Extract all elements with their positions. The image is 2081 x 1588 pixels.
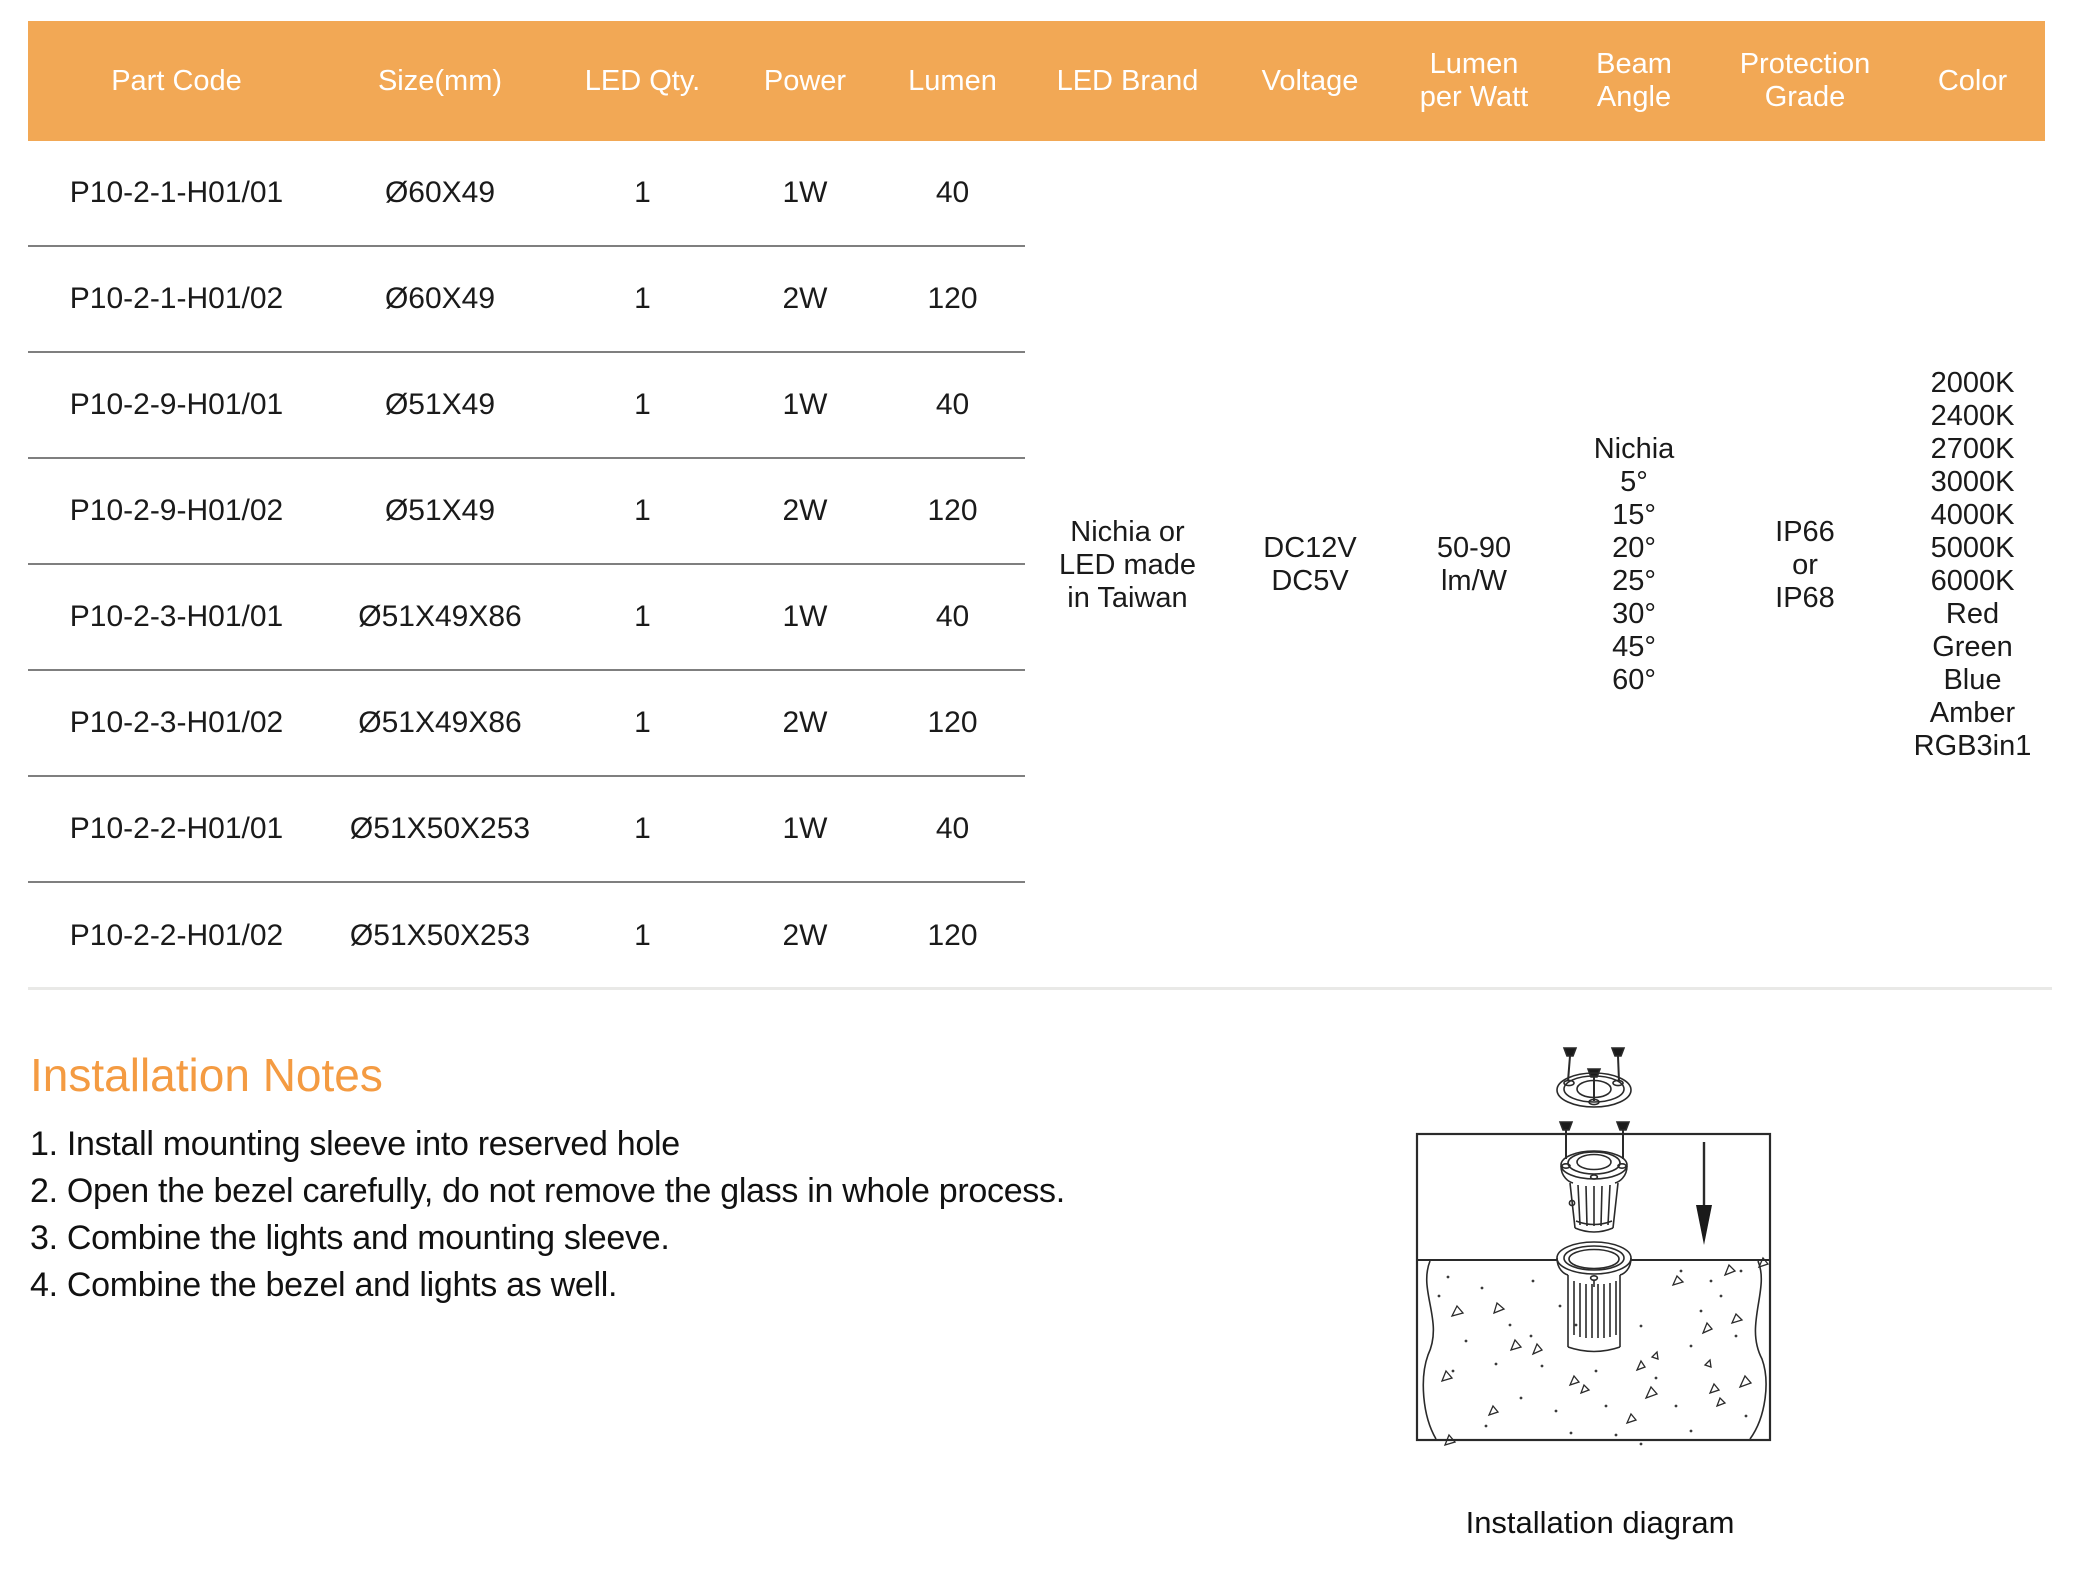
table-row [28, 565, 1025, 671]
table-row [28, 141, 1025, 247]
header-line: LED Brand [1056, 64, 1199, 97]
beam-angle-option: 60° [1612, 664, 1656, 696]
cell-lumen: 40 [935, 388, 970, 421]
cell-led-qty: 1 [634, 282, 651, 315]
table-row [28, 353, 1025, 459]
beam-angle-option: Nichia [1593, 433, 1675, 465]
cell-part-code: P10-2-3-H01/02 [69, 706, 284, 739]
cell-led-qty: 1 [634, 812, 651, 845]
table-header-row [28, 21, 2045, 141]
color-option: Red [1945, 598, 2000, 630]
cell-lumen: 120 [927, 706, 978, 739]
cell-part-code: P10-2-2-H01/01 [69, 812, 284, 845]
cell-size: Ø60X49 [384, 282, 496, 315]
cell-lumen: 120 [927, 282, 978, 315]
cell-size: Ø51X49 [384, 494, 496, 527]
screw-icon [1560, 1122, 1629, 1159]
cell-power: 1W [782, 388, 828, 421]
merged-cell-voltage [1230, 141, 1390, 989]
header-line: Power [763, 64, 847, 97]
header-line: Color [1937, 64, 2008, 97]
col-header-led-qty [555, 65, 730, 98]
col-header-protection-grade [1710, 48, 1900, 114]
beam-angle-option: 45° [1612, 631, 1656, 663]
col-header-led-brand [1025, 65, 1230, 98]
cell-power: 1W [782, 176, 828, 209]
cell-led-qty: 1 [634, 388, 651, 421]
installation-notes-list [30, 1121, 1065, 1309]
merged-cell-beam-angle [1558, 141, 1710, 989]
cell-lumen: 120 [927, 494, 978, 527]
beam-angle-option: 15° [1612, 499, 1656, 531]
section-divider [28, 987, 2052, 990]
note-item: 2. Open the bezel carefully, do not remove the glass in whole process. [30, 1172, 1065, 1210]
color-option: 4000K [1930, 499, 2015, 531]
header-line: LED Qty. [584, 64, 701, 97]
color-option: 2000K [1930, 367, 2015, 399]
cell-size: Ø51X49X86 [358, 600, 522, 633]
led-brand-line: in Taiwan [1067, 581, 1188, 614]
lumen-per-watt-line: lm/W [1440, 565, 1508, 597]
protection-grade-line: IP66 [1775, 515, 1835, 548]
mounting-sleeve [1557, 1242, 1631, 1352]
header-line: Size(mm) [377, 64, 503, 97]
installation-diagram [1390, 1025, 1810, 1495]
break-line-left [1423, 1261, 1436, 1439]
cell-power: 2W [782, 706, 828, 739]
note-item: 4. Combine the bezel and lights as well. [30, 1266, 618, 1304]
header-line: Angle [1596, 81, 1672, 113]
table-row [28, 459, 1025, 565]
cell-size: Ø51X50X253 [349, 812, 531, 845]
header-line: Voltage [1261, 64, 1359, 97]
table-row [28, 883, 1025, 989]
cell-part-code: P10-2-9-H01/01 [69, 388, 284, 421]
cell-part-code: P10-2-1-H01/01 [69, 176, 284, 209]
cell-part-code: P10-2-3-H01/01 [69, 600, 284, 633]
cell-lumen: 120 [927, 919, 978, 952]
voltage-line: DC12V [1263, 532, 1357, 564]
cell-size: Ø51X50X253 [349, 919, 531, 952]
cell-lumen: 40 [935, 176, 970, 209]
color-option: Amber [1929, 697, 2016, 729]
cell-size: Ø51X49 [384, 388, 496, 421]
header-line: Lumen [908, 64, 997, 97]
cell-power: 2W [782, 919, 828, 952]
cell-led-qty: 1 [634, 919, 651, 952]
table-rows [28, 141, 1025, 989]
beam-angle-option: 25° [1612, 565, 1656, 597]
col-header-lumen [880, 65, 1025, 98]
header-line: Beam [1596, 48, 1672, 80]
color-option: 6000K [1930, 565, 2015, 597]
beam-angle-option: 30° [1612, 598, 1656, 630]
color-option: 2700K [1930, 433, 2015, 465]
table-row [28, 247, 1025, 353]
color-option: 2400K [1930, 400, 2015, 432]
cell-led-qty: 1 [634, 600, 651, 633]
color-option: 5000K [1930, 532, 2015, 564]
note-item: 1. Install mounting sleeve into reserved hole [30, 1125, 680, 1163]
voltage-line: DC5V [1271, 565, 1349, 597]
header-line: Grade [1764, 81, 1846, 113]
screw-icon [1564, 1048, 1624, 1101]
color-option: Green [1932, 631, 2013, 663]
color-option: 3000K [1930, 466, 2015, 498]
cell-lumen: 40 [935, 600, 970, 633]
header-line: Part Code [111, 64, 242, 97]
installation-notes-title: Installation Notes [30, 1049, 383, 1101]
table-row [28, 777, 1025, 883]
cell-led-qty: 1 [634, 706, 651, 739]
down-arrow-icon [1696, 1142, 1712, 1245]
merged-cell-color [1900, 141, 2045, 989]
col-header-color [1900, 65, 2045, 98]
protection-grade-line: or [1792, 548, 1818, 581]
table-row [28, 671, 1025, 777]
merged-cell-led-brand [1025, 141, 1230, 989]
cell-power: 2W [782, 282, 828, 315]
cell-size: Ø60X49 [384, 176, 496, 209]
cell-lumen: 40 [935, 812, 970, 845]
col-header-part-code [28, 65, 325, 98]
header-line: per Watt [1419, 81, 1529, 113]
cell-part-code: P10-2-2-H01/02 [69, 919, 284, 952]
header-line: Protection [1739, 48, 1871, 80]
break-line-right [1750, 1261, 1766, 1439]
merged-cell-protection-grade [1710, 141, 1900, 989]
installation-diagram-caption: Installation diagram [1465, 1505, 1735, 1540]
cell-led-qty: 1 [634, 494, 651, 527]
beam-angle-option: 5° [1620, 466, 1648, 498]
led-brand-line: LED made [1058, 548, 1196, 581]
beam-angle-option: 20° [1612, 532, 1656, 564]
note-item: 3. Combine the lights and mounting sleeve. [30, 1219, 670, 1257]
col-header-voltage [1230, 65, 1390, 98]
color-option: Blue [1943, 664, 2002, 696]
col-header-power [730, 65, 880, 98]
cell-power: 1W [782, 600, 828, 633]
cell-size: Ø51X49X86 [358, 706, 522, 739]
protection-grade-line: IP68 [1775, 581, 1835, 614]
header-line: Lumen [1429, 48, 1519, 80]
col-header-beam-angle [1558, 48, 1710, 114]
cell-led-qty: 1 [634, 176, 651, 209]
table-body [28, 141, 2045, 989]
cell-part-code: P10-2-1-H01/02 [69, 282, 284, 315]
light-fixture [1561, 1151, 1627, 1232]
col-header-size [325, 65, 555, 98]
cell-power: 1W [782, 812, 828, 845]
merged-cell-lumen-per-watt [1390, 141, 1558, 989]
col-header-lumen-per-watt [1390, 48, 1558, 114]
color-option: RGB3in1 [1913, 730, 2032, 762]
lumen-per-watt-line: 50-90 [1436, 532, 1512, 564]
cell-power: 2W [782, 494, 828, 527]
cell-part-code: P10-2-9-H01/02 [69, 494, 284, 527]
led-brand-line: Nichia or [1070, 515, 1185, 548]
